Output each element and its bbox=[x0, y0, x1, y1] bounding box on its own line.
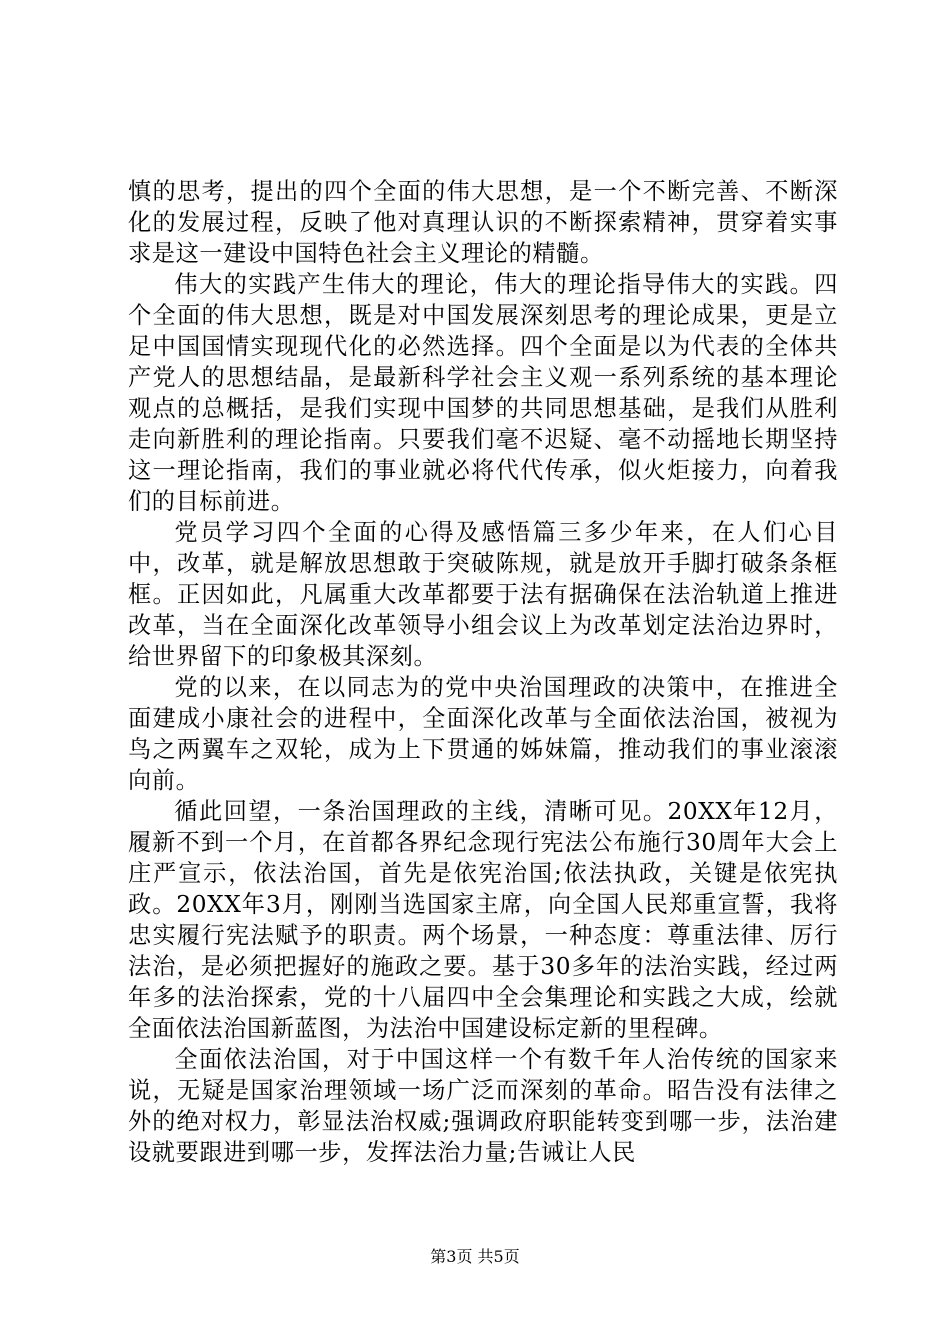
paragraph: 党的以来，在以同志为的党中央治国理政的决策中，在推进全面建成小康社会的进程中，全面深化改革与全面依法治国，被视为鸟之两翼车之双轮，成为上下贯通的姊妹篇，推动我们的事业滚滚向前。 bbox=[128, 674, 838, 794]
paragraph: 伟大的实践产生伟大的理论，伟大的理论指导伟大的实践。四个全面的伟大思想，既是对中国发展深刻思考的理论成果，更是立足中国国情实现现代化的必然选择。四个全面是以为代表的全体共产党人的思想结晶，是最新科学社会主义观一系列系统的基本理论观点的总概括，是我们实现中国梦的共同思想基础，是我们从胜利走向新胜利的理论指南。只要我们毫不迟疑、毫不动摇地长期坚持这一理论指南，我们的事业就必将代代传承，似火炬接力，向着我们的目标前进。 bbox=[128, 271, 838, 515]
paragraph: 党员学习四个全面的心得及感悟篇三多少年来，在人们心目中，改革，就是解放思想敢于突破陈规，就是放开手脚打破条条框框。正因如此，凡属重大改革都要于法有据确保在法治轨道上推进改革，当在全面深化改革领导小组会议上为改革划定法治边界时，给世界留下的印象极其深刻。 bbox=[128, 519, 838, 670]
document-body bbox=[128, 176, 838, 1168]
paragraph: 全面依法治国，对于中国这样一个有数千年人治传统的国家来说，无疑是国家治理领域一场广泛而深刻的革命。昭告没有法律之外的绝对权力，彰显法治权威;强调政府职能转变到哪一步，法治建设就要跟进到哪一步，发挥法治力量;告诫让人民 bbox=[128, 1046, 838, 1166]
paragraph-continued: 慎的思考，提出的四个全面的伟大思想，是一个不断完善、不断深化的发展过程，反映了他对真理认识的不断探索精神，贯穿着实事求是这一建设中国特色社会主义理论的精髓。 bbox=[128, 178, 838, 267]
page-number-footer: 第3页 共5页 bbox=[430, 1247, 520, 1266]
paragraph: 循此回望，一条治国理政的主线，清晰可见。20XX年12月，履新不到一个月，在首都各界纪念现行宪法公布施行30周年大会上庄严宣示，依法治国，首先是依宪治国;依法执政，关键是依宪执政。20XX年3月，刚刚当选国家主席，向全国人民郑重宣誓，我将忠实履行宪法赋予的职责。两个场景，一种态度：尊重法律、厉行法治，是必须把握好的施政之要。基于30多年的法治实践，经过两年多的法治探索，党的十八届四中全会集理论和实践之大成，绘就全面依法治国新蓝图，为法治中国建设标定新的里程碑。 bbox=[128, 798, 838, 1042]
